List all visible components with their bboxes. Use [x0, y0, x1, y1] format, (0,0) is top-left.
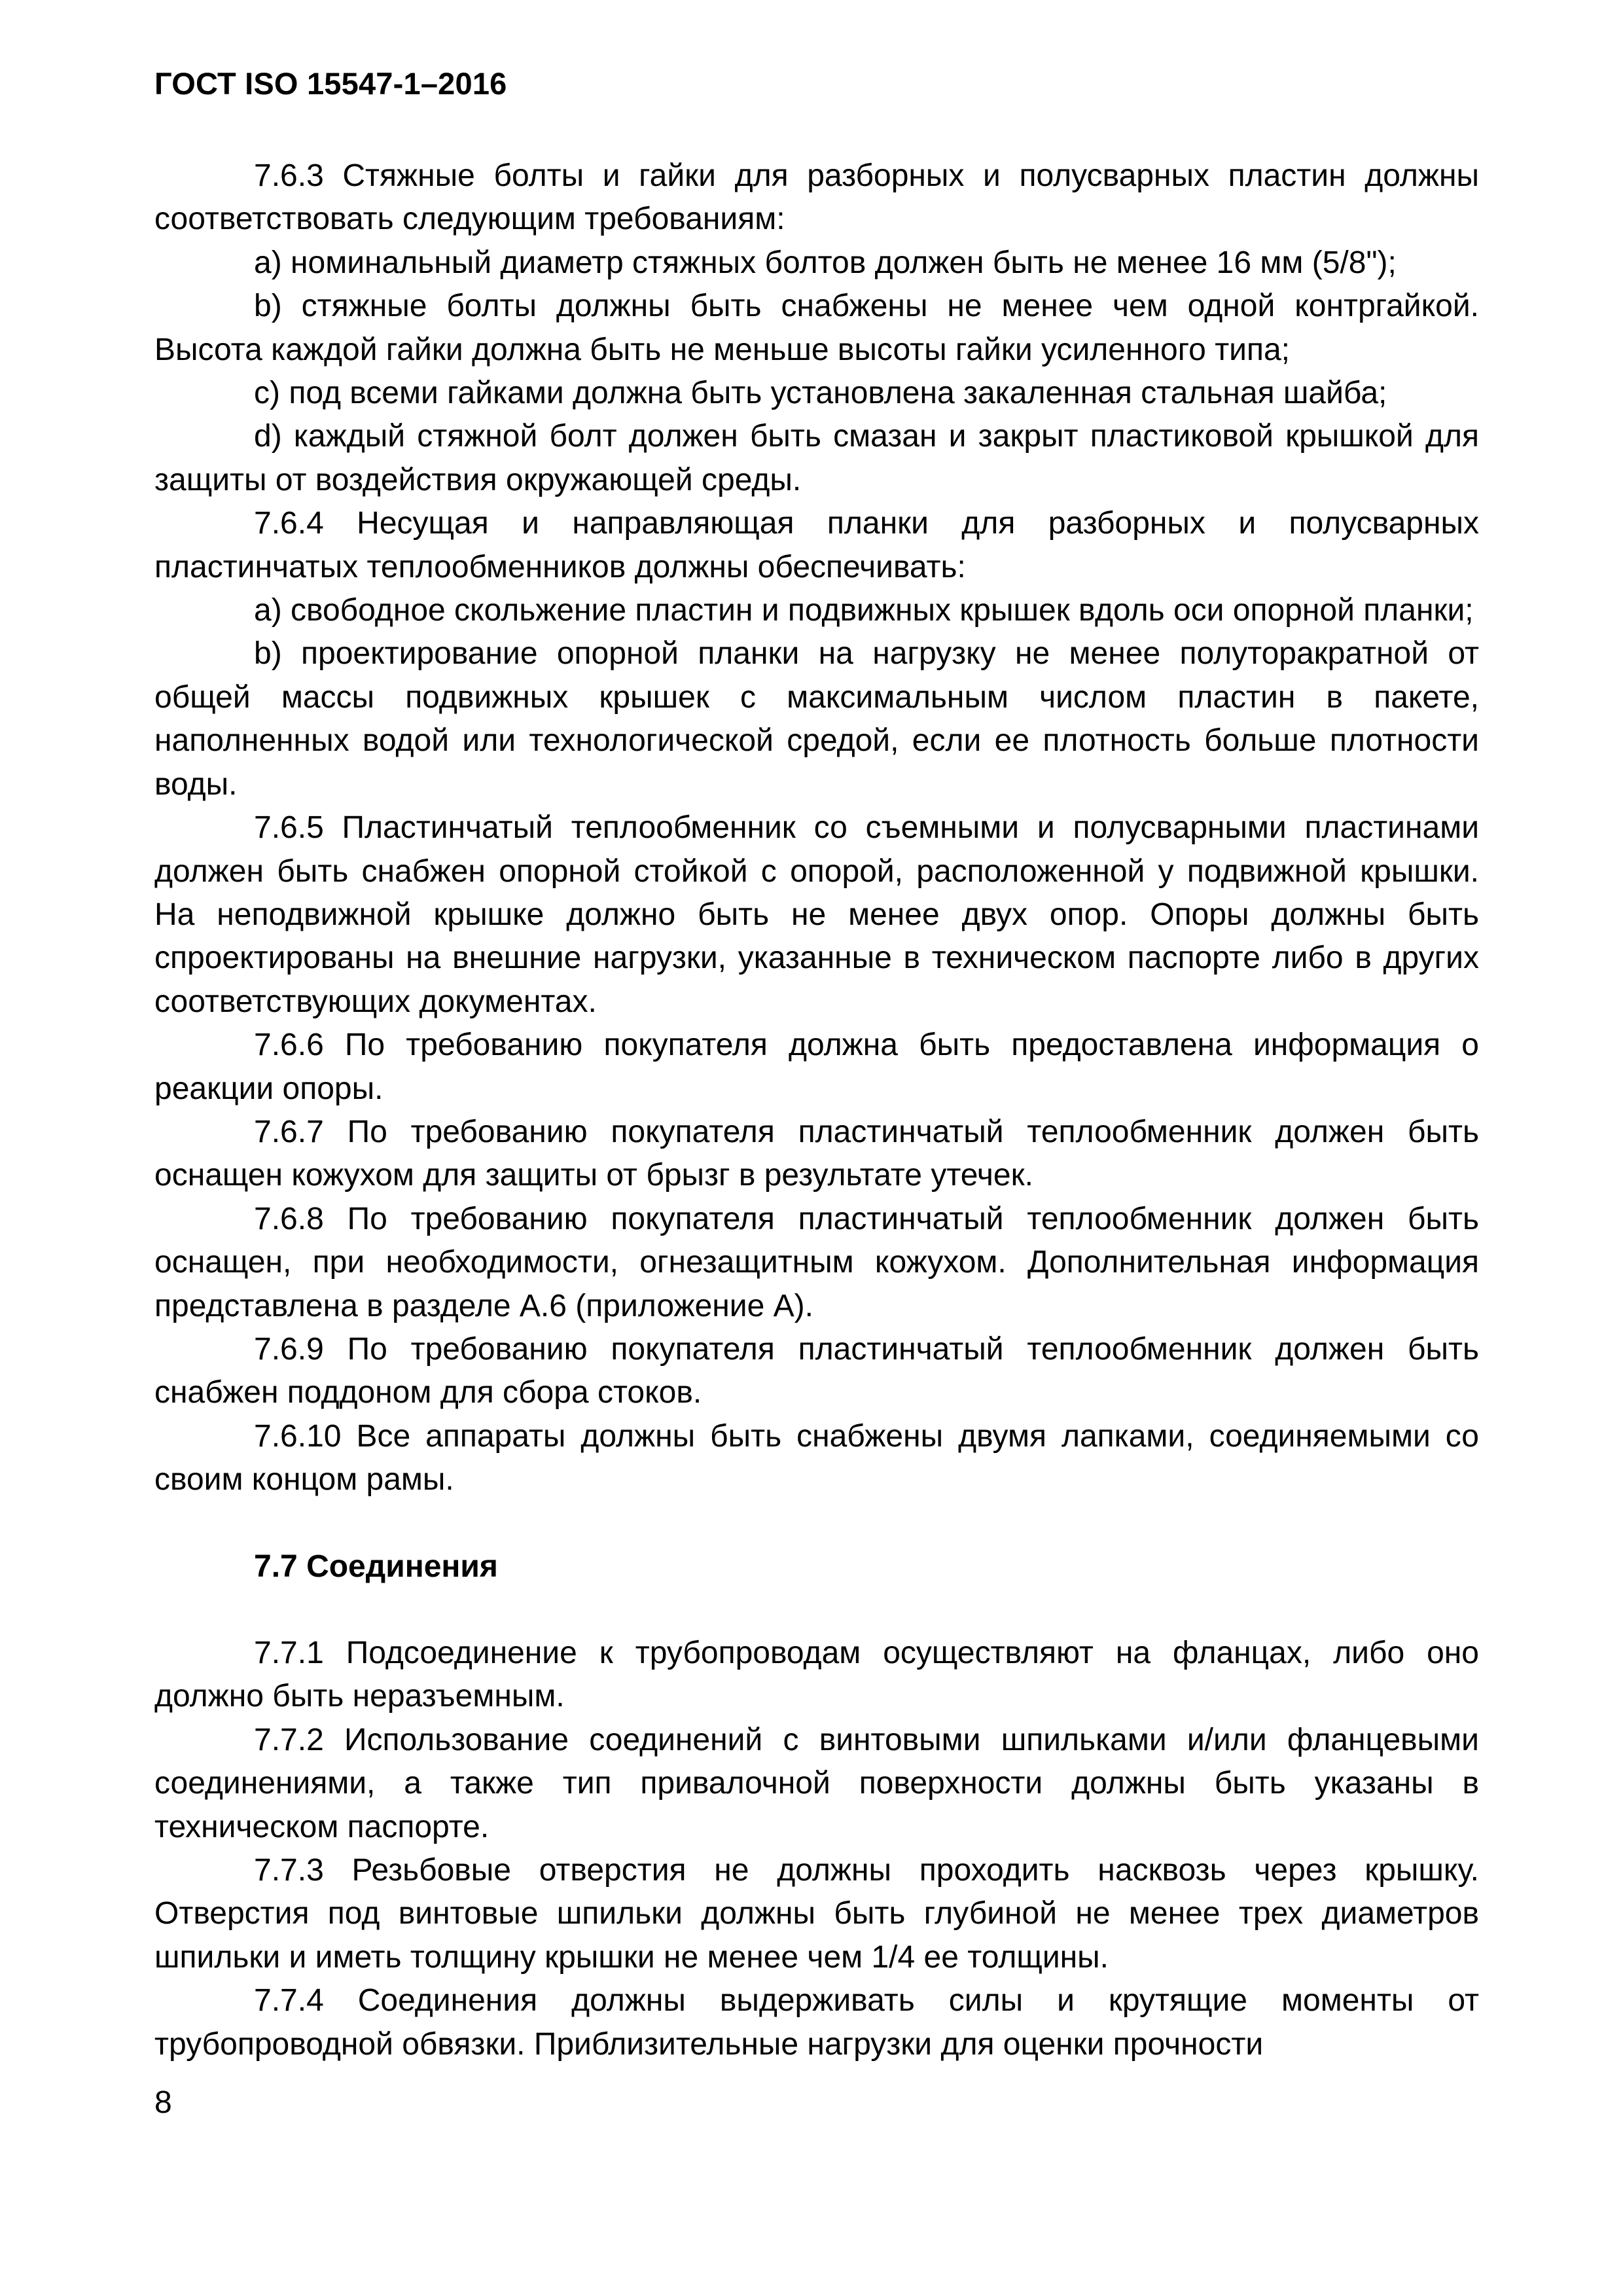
paragraph-7-7-3: 7.7.3 Резьбовые отверстия не должны проходить насквозь через крышку. Отверстия под винтовые шпильки должны быть глубиной не менее трех диаметров шпильки и иметь толщину крышки не менее чем 1/4 ее толщины.: [154, 1853, 1479, 1975]
paragraph-7-7-4: 7.7.4 Соединения должны выдерживать силы и крутящие моменты от трубопроводной обвязки. Приблизительные нагрузки для оценки прочности: [154, 1983, 1479, 2062]
list-item-b-locknut: b) стяжные болты должны быть снабжены не менее чем одной контргайкой. Высота каждой гайки должна быть не меньше высоты гайки усиленного типа;: [154, 289, 1479, 367]
paragraph-7-6-5: 7.6.5 Пластинчатый теплообменник со съемными и полусварными пластинами должен быть снабжен опорной стойкой с опорой, расположенной у подвижной крышки. На неподвижной крышке должно быть не менее двух опор. Опоры должны быть спроектированы на внешние нагрузки, указанные в техническом паспорте либо в других соответствующих документах.: [154, 810, 1479, 1019]
paragraph-7-6-7: 7.6.7 По требованию покупателя пластинчатый теплообменник должен быть оснащен кожухом для защиты от брызг в результате утечек.: [154, 1114, 1479, 1193]
paragraph-7-6-9: 7.6.9 По требованию покупателя пластинчатый теплообменник должен быть снабжен поддоном для сбора стоков.: [154, 1331, 1479, 1410]
document-body: [154, 154, 1479, 2066]
paragraph-7-6-4: 7.6.4 Несущая и направляющая планки для разборных и полусварных пластинчатых теплообменников должны обеспечивать:: [154, 506, 1479, 584]
page-number: 8: [154, 2085, 172, 2120]
paragraph-7-7-1: 7.7.1 Подсоединение к трубопроводам осуществляют на фланцах, либо оно должно быть неразъемным.: [154, 1636, 1479, 1714]
list-item-a-bolt-diameter: a) номинальный диаметр стяжных болтов должен быть не менее 16 мм (5/8");: [254, 245, 1397, 280]
list-item-a-sliding: a) свободное скольжение пластин и подвижных крышек вдоль оси опорной планки;: [254, 593, 1474, 628]
list-item-c-washer: c) под всеми гайками должна быть установлена закаленная стальная шайба;: [254, 376, 1387, 411]
paragraph-7-6-6: 7.6.6 По требованию покупателя должна быть предоставлена информация о реакции опоры.: [154, 1028, 1479, 1106]
list-item-b-load-design: b) проектирование опорной планки на нагрузку не менее полуторакратной от общей массы подвижных крышек с максимальным числом пластин в пакете, наполненных водой или технологической средой, если ее плотность больше плотности воды.: [154, 636, 1479, 802]
paragraph-7-6-8: 7.6.8 По требованию покупателя пластинчатый теплообменник должен быть оснащен, при необходимости, огнезащитным кожухом. Дополнительная информация представлена в разделе А.6 (приложение А).: [154, 1201, 1479, 1323]
paragraph-7-6-10: 7.6.10 Все аппараты должны быть снабжены двумя лапками, соединяемыми со своим концом рамы.: [154, 1418, 1479, 1498]
list-item-d-lubrication: d) каждый стяжной болт должен быть смазан и закрыт пластиковой крышкой для защиты от воздействия окружающей среды.: [154, 419, 1479, 497]
paragraph-7-6-3: 7.6.3 Стяжные болты и гайки для разборных и полусварных пластин должны соответствовать следующим требованиям:: [154, 158, 1479, 237]
document-code-header: ГОСТ ISO 15547-1–2016: [154, 66, 507, 101]
section-heading-7-7: 7.7 Соединения: [254, 1549, 498, 1584]
paragraph-7-7-2: 7.7.2 Использование соединений с винтовыми шпильками и/или фланцевыми соединениями, а также тип привалочной поверхности должны быть указаны в техническом паспорте.: [154, 1722, 1479, 1844]
